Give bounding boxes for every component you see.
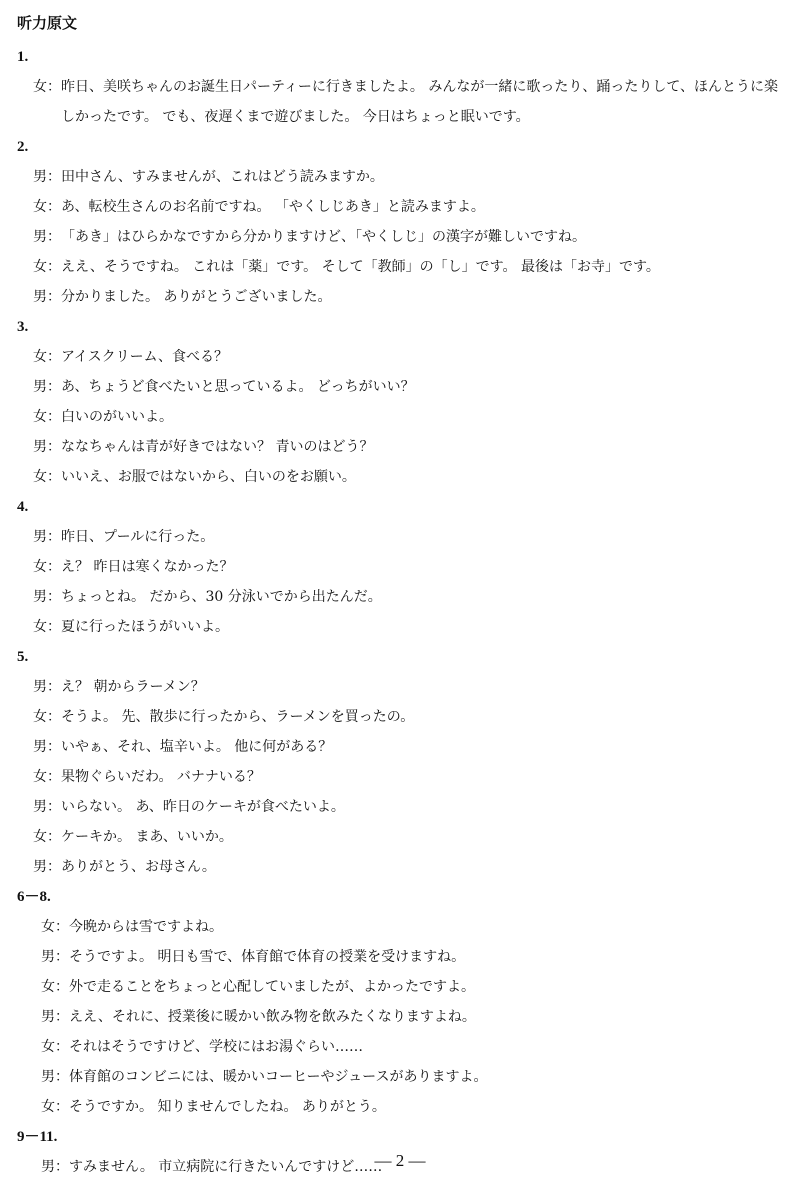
speaker-label: 女： xyxy=(41,919,69,935)
dialogue-text: 今晩からは雪ですよね。 xyxy=(69,919,223,935)
dialogue-line xyxy=(17,702,787,732)
dialogue-text: 体育館のコンビニには、暖かいコーヒーやジュースがありますよ。 xyxy=(69,1069,488,1085)
dialogue-line xyxy=(17,282,787,312)
dialogue-line xyxy=(17,822,787,852)
speaker-label: 女： xyxy=(33,409,61,425)
dialogue-text: え？ 朝からラーメン？ xyxy=(61,679,205,695)
dialogue-text: 果物ぐらいだわ。 バナナいる？ xyxy=(61,769,261,785)
dialogue-line xyxy=(17,792,787,822)
dialogue-line xyxy=(17,342,787,372)
dialogue-line xyxy=(17,192,787,222)
dialogue-line xyxy=(17,462,787,492)
dialogue-line xyxy=(17,402,787,432)
speaker-label: 男： xyxy=(33,859,61,875)
dialogue-line xyxy=(17,942,787,972)
dialogue-text: ケーキか。 まあ、いいか。 xyxy=(61,829,233,845)
speaker-label: 男： xyxy=(41,1009,69,1025)
speaker-label: 女： xyxy=(33,79,61,95)
dialogue-line xyxy=(17,582,787,612)
speaker-label: 女： xyxy=(41,979,69,995)
dialogue-text: そうよ。 先、散歩に行ったから、ラーメンを買ったの。 xyxy=(61,709,415,725)
dialogue-text: え？ 昨日は寒くなかった？ xyxy=(61,559,234,575)
dialogue-text: いいえ、お服ではないから、白いのをお願い。 xyxy=(61,469,356,485)
dialogue-text: そうですよ。 明日も雪で、体育館で体育の授業を受けますね。 xyxy=(69,949,466,965)
dialogue-text: 分かりました。 ありがとうございました。 xyxy=(61,289,332,305)
dialogue-line xyxy=(17,222,787,252)
speaker-label: 女： xyxy=(33,829,61,845)
dialogue-line xyxy=(17,1032,787,1062)
question-number: 1. xyxy=(17,49,29,65)
dialogue-line xyxy=(17,612,787,642)
speaker-label: 男： xyxy=(33,289,61,305)
speaker-label: 女： xyxy=(33,349,61,365)
dialogue-text: 昨日、プールに行った。 xyxy=(61,529,215,545)
dialogue-text: そうですか。 知りませんでしたね。 ありがとう。 xyxy=(69,1099,386,1115)
speaker-label: 女： xyxy=(33,199,61,215)
speaker-label: 男： xyxy=(41,1069,69,1085)
dialogue-text: 「あき」はひらかなですから分かりますけど、「やくしじ」の漢字が難しいですね。 xyxy=(61,229,586,245)
speaker-label: 女： xyxy=(41,1099,69,1115)
dialogue-line xyxy=(17,912,787,942)
dialogue-line xyxy=(17,852,787,882)
speaker-label: 女： xyxy=(33,709,61,725)
speaker-label: 男： xyxy=(33,679,61,695)
speaker-label: 男： xyxy=(33,739,61,755)
speaker-label: 男： xyxy=(33,529,61,545)
question-number: 3. xyxy=(17,319,29,335)
dialogue-text: それはそうですけど、学校にはお湯ぐらい…… xyxy=(69,1039,363,1055)
dialogue-line xyxy=(17,732,787,762)
dialogue-line xyxy=(17,522,787,552)
dialogue-line xyxy=(17,1092,787,1122)
dialogue-line xyxy=(17,372,787,402)
transcript-body xyxy=(17,42,787,1182)
speaker-label: 男： xyxy=(41,1159,69,1175)
question-number: 4. xyxy=(17,499,29,515)
dialogue-text: 昨日、美咲ちゃんのお誕生日パーティーに行きましたよ。 みんなが一緒に歌ったり、踊ったりして、ほんとうに楽しかったです。 でも、夜遅くまで遊びました。 今日はちょっと眠いです。 xyxy=(61,79,779,125)
dialogue-line xyxy=(17,72,787,132)
dialogue-text: ええ、それに、授業後に暖かい飲み物を飲みたくなりますよね。 xyxy=(69,1009,476,1025)
page-title: 听力原文 xyxy=(17,14,78,32)
dialogue-line xyxy=(17,432,787,462)
speaker-label: 女： xyxy=(33,259,61,275)
dialogue-text: ありがとう、お母さん。 xyxy=(61,859,216,875)
dialogue-text: 外で走ることをちょっと心配していましたが、よかったですよ。 xyxy=(69,979,475,995)
dialogue-text: ちょっとね。 だから、30 分泳いでから出たんだ。 xyxy=(61,589,382,605)
dialogue-text: あ、転校生さんのお名前ですね。 「やくしじあき」と読みますよ。 xyxy=(61,199,485,215)
dialogue-text: いやぁ、それ、塩辛いよ。 他に何がある？ xyxy=(61,739,333,755)
dialogue-line xyxy=(17,762,787,792)
dialogue-line xyxy=(17,672,787,702)
speaker-label: 男： xyxy=(33,589,61,605)
speaker-label: 女： xyxy=(41,1039,69,1055)
speaker-label: 女： xyxy=(33,559,61,575)
question-number: 5. xyxy=(17,649,29,665)
dialogue-text: ええ、そうですね。 これは「薬」です。 そして「教師」の「し」です。 最後は「お寺」です。 xyxy=(61,259,660,275)
speaker-label: 女： xyxy=(33,619,61,635)
dialogue-text: アイスクリーム、食べる？ xyxy=(61,349,229,365)
dialogue-text: あ、ちょうど食べたいと思っているよ。 どっちがいい？ xyxy=(61,379,415,395)
question-number: 6－8. xyxy=(17,889,51,905)
dialogue-line xyxy=(17,1062,787,1092)
dialogue-text: ななちゃんは青が好きではない？ 青いのはどう？ xyxy=(61,439,374,455)
speaker-label: 男： xyxy=(33,379,61,395)
speaker-label: 女： xyxy=(33,769,61,785)
speaker-label: 男： xyxy=(33,799,61,815)
dialogue-text: 白いのがいいよ。 xyxy=(61,409,173,425)
speaker-label: 男： xyxy=(33,169,61,185)
dialogue-line xyxy=(17,972,787,1002)
dialogue-text: すみません。 市立病院に行きたいんですけど…… xyxy=(69,1159,383,1175)
speaker-label: 女： xyxy=(33,469,61,485)
dialogue-text: 田中さん、すみませんが、これはどう読みますか。 xyxy=(61,169,384,185)
question-number: 2. xyxy=(17,139,29,155)
dialogue-text: 夏に行ったほうがいいよ。 xyxy=(61,619,229,635)
dialogue-line xyxy=(17,162,787,192)
dialogue-line xyxy=(17,1002,787,1032)
speaker-label: 男： xyxy=(33,439,61,455)
dialogue-line xyxy=(17,252,787,282)
question-number: 9－11. xyxy=(17,1129,58,1145)
speaker-label: 男： xyxy=(41,949,69,965)
speaker-label: 男： xyxy=(33,229,61,245)
dialogue-text: いらない。 あ、昨日のケーキが食べたいよ。 xyxy=(61,799,345,815)
dialogue-line xyxy=(17,552,787,582)
page-number: — 2 — xyxy=(374,1151,426,1170)
